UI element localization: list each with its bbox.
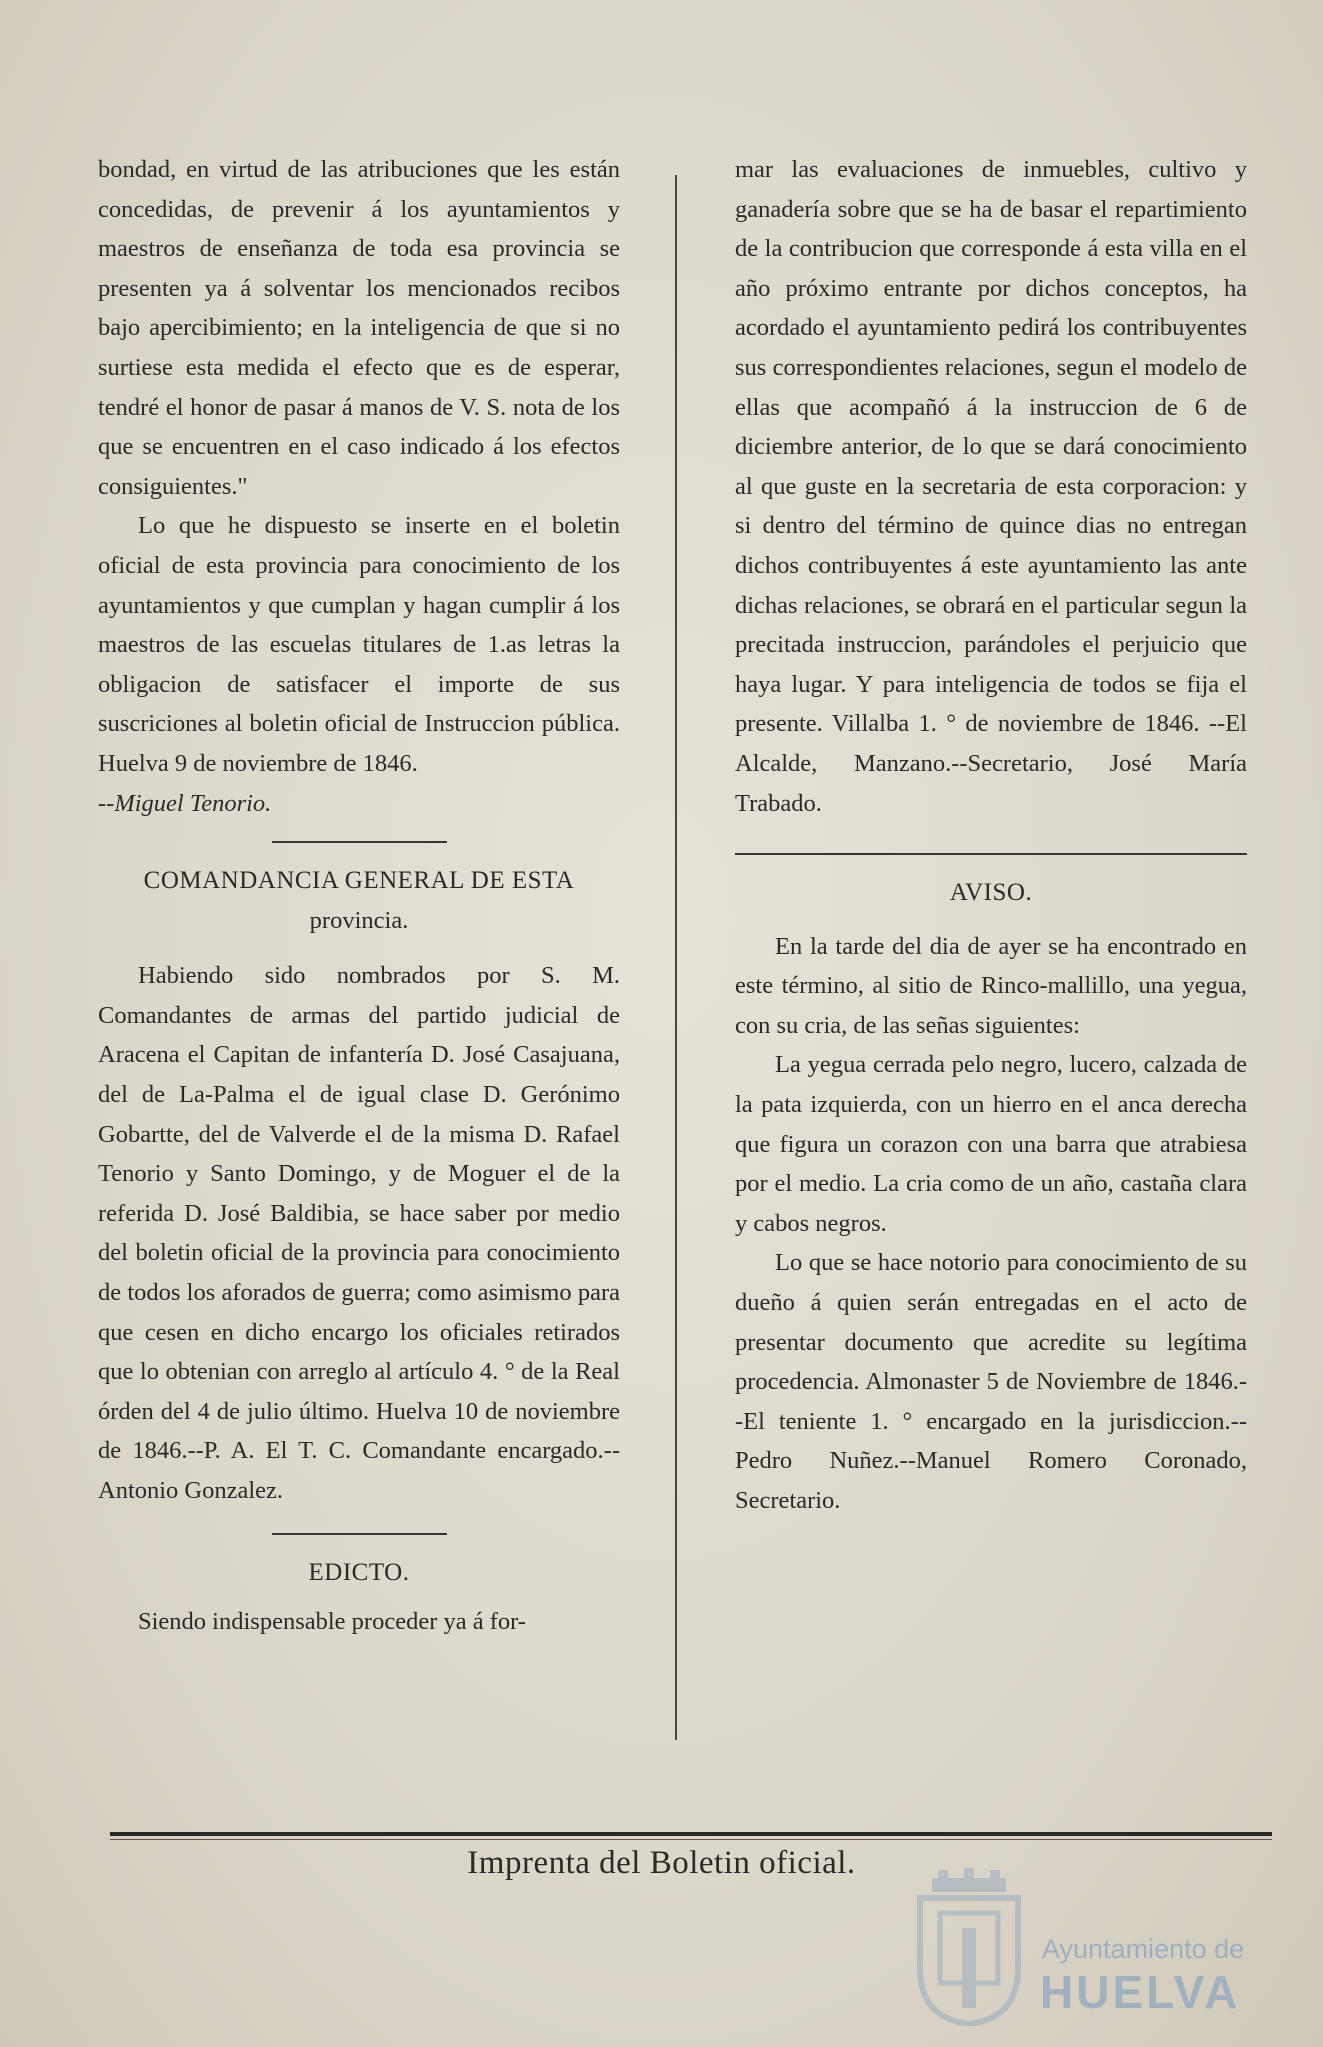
watermark-line-1: Ayuntamiento de (1042, 1934, 1245, 1964)
section-divider-2 (272, 1533, 447, 1535)
left-column (98, 150, 620, 1642)
imprint-footer: Imprenta del Boletin oficial. (467, 1845, 856, 1881)
right-paragraph-3: La yegua cerrada pelo negro, lucero, calzada de la pata izquierda, con un hierro en el anca derecha que figura un corazon con una barra que atrabiesa por el medio. La cria como de un año, castaña clara y cabos negros. (735, 1051, 1247, 1237)
right-paragraph-2: En la tarde del dia de ayer se ha encontrado en este término, al sitio de Rinco-mallillo, una yegua, con su cria, de las señas siguientes: (735, 932, 1247, 1039)
heading-aviso: AVISO. (949, 879, 1033, 907)
heading-comandancia-subtitle: provincia. (309, 906, 409, 934)
right-paragraph-1: mar las evaluaciones de inmuebles, cultivo y ganadería sobre que se ha de basar el repartimiento de la contribucion que corresponde á esta villa en el año próximo entrante por dichos conceptos, ha acordado el ayuntamiento pedirá los contribuyentes sus correspondientes relaciones, segun el modelo de ellas que acompañó á la instruccion de 6 de diciembre anterior, de lo que se dará conocimiento al que guste en la secretaria de esta corporacion: y si dentro del término de quince dias no entregan dichos contribuyentes á este ayuntamiento las ante dichas relaciones, se obrará en el particular segun la precitada instruccion, parándoles el perjuicio que haya lugar. Y para inteligencia de todos se fija el presente. Villalba 1. ° de noviembre de 1846. --El Alcalde, Manzano.--Secretario, José María Trabado. (735, 156, 1247, 817)
coat-of-arms-icon (910, 1868, 1028, 2026)
column-divider (675, 175, 677, 1740)
signature-miguel-tenorio: --Miguel Tenorio. (98, 789, 272, 817)
section-divider-1 (272, 841, 447, 843)
heading-edicto: EDICTO. (308, 1558, 410, 1586)
left-paragraph-4: Siendo indispensable proceder ya á for- (138, 1608, 526, 1636)
watermark-line-2: HUELVA (1040, 1966, 1241, 2018)
left-paragraph-2: Lo que he dispuesto se inserte en el boletin oficial de esta provincia para conocimiento de los ayuntamientos y que cumplan y hagan cumplir á los maestros de las escuelas titulares de 1.as letras la obligacion de satisfacer el importe de sus suscriciones al boletin oficial de Instruccion pública. Huelva 9 de noviembre de 1846. (98, 512, 620, 777)
footer-rule (110, 1832, 1272, 1836)
right-paragraph-4: Lo que se hace notorio para conocimiento de su dueño á quien serán entregadas en el acto de presentar documento que acredite su legítima procedencia. Almonaster 5 de Noviembre de 1846.--El teniente 1. ° encargado en la jurisdiccion.--Pedro Nuñez.--Manuel Romero Coronado, Secretario. (735, 1249, 1247, 1514)
section-divider-3 (735, 853, 1247, 855)
left-paragraph-3: Habiendo sido nombrados por S. M. Comandantes de armas del partido judicial de Aracena el Capitan de infantería D. José Casajuana, del de La-Palma el de igual clase D. Gerónimo Gobartte, del de Valverde el de la misma D. Rafael Tenorio y Santo Domingo, y de Moguer el de la referida D. José Baldibia, se hace saber por medio del boletin oficial de la provincia para conocimiento de todos los aforados de guerra; como asimismo para que cesen en dicho encargo los oficiales retirados que lo obtenian con arreglo al artículo 4. ° de la Real órden del 4 de julio último. Huelva 10 de noviembre de 1846.--P. A. El T. C. Comandante encargado.--Antonio Gonzalez. (98, 962, 620, 1504)
right-column (735, 150, 1247, 1521)
left-paragraph-1: bondad, en virtud de las atribuciones que les están concedidas, de prevenir á los ayuntamientos y maestros de enseñanza de toda esa provincia se presenten ya á solventar los mencionados recibos bajo apercibimiento; en la inteligencia de que si no surtiese esta medida el efecto que es de esperar, tendré el honor de pasar á manos de V. S. nota de los que se encuentren en el caso indicado á los efectos consiguientes." (98, 156, 620, 500)
heading-comandancia: COMANDANCIA GENERAL DE ESTA (143, 867, 575, 895)
